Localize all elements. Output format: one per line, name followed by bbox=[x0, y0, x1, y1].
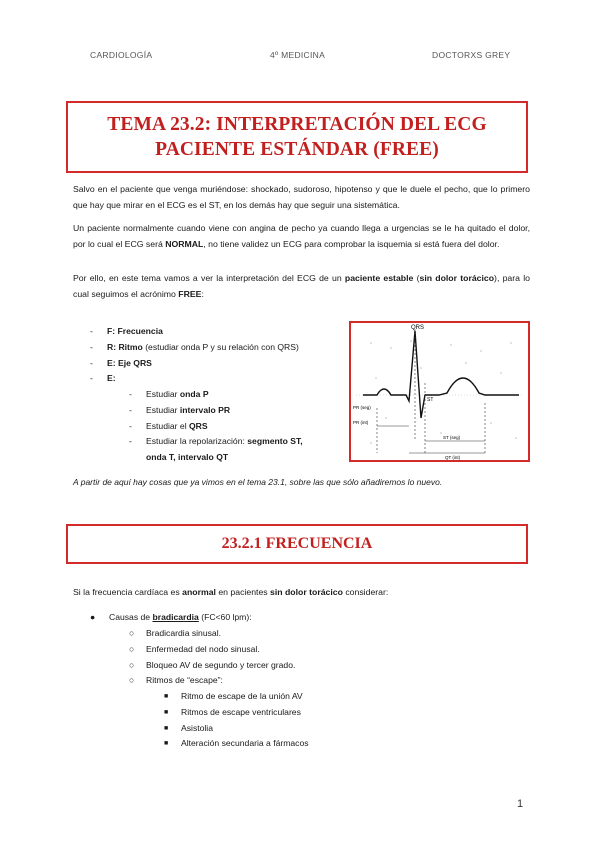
ecg-pr-seg-label: PR (seg) bbox=[353, 405, 371, 410]
bradycardia-list bbox=[90, 610, 530, 626]
bullet-icon: ● bbox=[90, 612, 96, 622]
list-item: ○ Ritmos de “escape”: bbox=[129, 673, 529, 689]
bradycardia-causes: ● Causas de bradicardia (FC<60 lpm): bbox=[90, 610, 530, 626]
ecg-waveform-figure bbox=[351, 323, 528, 460]
ecg-st-seg-label: ST (seg) bbox=[443, 435, 461, 440]
square-bullet-icon: ■ bbox=[164, 693, 169, 700]
ecg-wave bbox=[363, 331, 519, 418]
circle-bullet-icon: ○ bbox=[129, 659, 135, 670]
title-box bbox=[66, 101, 528, 173]
list-item: ■ Alteración secundaria a fármacos bbox=[164, 736, 524, 752]
list-item-e: - E: bbox=[90, 373, 116, 384]
intro-paragraph-2: Un paciente normalmente cuando viene con angina de pecho ya cuando llega a urgencias se le ha quitado el dolor, por lo cual el ECG será NORMAL, no tiene validez un ECG para comprobar la isquemia si está fuera del dolor. bbox=[73, 223, 530, 249]
intro-paragraph-1: Salvo en el paciente que venga muriéndose: shockado, sudoroso, hipotenso y que le duele el pecho, que lo primero que hay que mirar en el ECG es el ST, en los demás hay que seguir una sistemática. bbox=[73, 184, 530, 210]
ecg-diagram bbox=[349, 321, 530, 462]
section-title: 23.2.1 FRECUENCIA bbox=[221, 535, 373, 552]
square-bullet-icon: ■ bbox=[164, 708, 169, 716]
ecg-grid-dots bbox=[370, 340, 516, 443]
list-item: ○ Bloqueo AV de segundo y tercer grado. bbox=[129, 658, 529, 674]
free-sublist bbox=[129, 387, 344, 466]
square-bullet-icon: ■ bbox=[164, 740, 169, 748]
sublist-item-intervalo-pr: - Estudiar intervalo PR bbox=[129, 404, 231, 415]
sublist-item-qrs: - Estudiar el QRS bbox=[129, 420, 208, 431]
escape-rhythms-sublist bbox=[164, 689, 524, 752]
sublist-item-onda-p: - Estudiar onda P bbox=[129, 389, 209, 399]
ecg-pr-int-label: PR (int) bbox=[353, 420, 369, 425]
circle-bullet-icon: ○ bbox=[129, 628, 135, 638]
freq-intro: Si la frecuencia cardíaca es anormal en pacientes sin dolor torácico considerar: bbox=[73, 587, 389, 597]
header-author: DOCTORXS GREY bbox=[432, 50, 511, 60]
list-item: ○ Enfermedad del nodo sinusal. bbox=[129, 642, 529, 658]
circle-bullet-icon: ○ bbox=[129, 675, 135, 686]
list-item: ○ Bradicardia sinusal. bbox=[129, 626, 529, 642]
list-item: ■ Asistolia bbox=[164, 721, 524, 737]
title-line1: TEMA 23.2: INTERPRETACIÓN DEL ECG bbox=[107, 114, 487, 135]
sublist-item-repolarizacion: - Estudiar la repolarización: segmento ST, onda T, intervalo QT bbox=[129, 436, 303, 463]
list-item: ■ Ritmo de escape de la unión AV bbox=[164, 689, 524, 705]
title-line2: PACIENTE ESTÁNDAR (FREE) bbox=[155, 139, 439, 160]
header-course: 4º MEDICINA bbox=[270, 50, 326, 60]
page-number: 1 bbox=[517, 798, 524, 810]
list-item: ■ Ritmos de escape ventriculares bbox=[164, 705, 524, 721]
ecg-qt-int-label: QT (int) bbox=[445, 455, 461, 460]
ecg-st-label: ST bbox=[427, 397, 434, 403]
list-item-frecuencia: - F: Frecuencia bbox=[90, 326, 163, 336]
circle-bullet-icon: ○ bbox=[129, 643, 135, 654]
square-bullet-icon: ■ bbox=[164, 724, 169, 732]
ecg-qrs-label: QRS bbox=[411, 325, 425, 331]
bradycardia-sublist bbox=[129, 626, 529, 689]
list-item-eje: - E: Eje QRS bbox=[90, 357, 152, 368]
list-item-ritmo: - R: Ritmo (estudiar onda P y su relación con QRS) bbox=[90, 341, 299, 352]
free-list bbox=[90, 324, 345, 387]
intro-paragraph-3: Por ello, en este tema vamos a ver la interpretación del ECG de un paciente estable (sin dolor torácico), para lo cual seguimos el acrónimo FREE: bbox=[73, 273, 530, 299]
section-box bbox=[66, 524, 528, 564]
italic-note: A partir de aquí hay cosas que ya vimos en el tema 23.1, sobre las que sólo añadiremos lo nuevo. bbox=[73, 477, 443, 487]
header-subject: CARDIOLOGÍA bbox=[90, 50, 153, 60]
